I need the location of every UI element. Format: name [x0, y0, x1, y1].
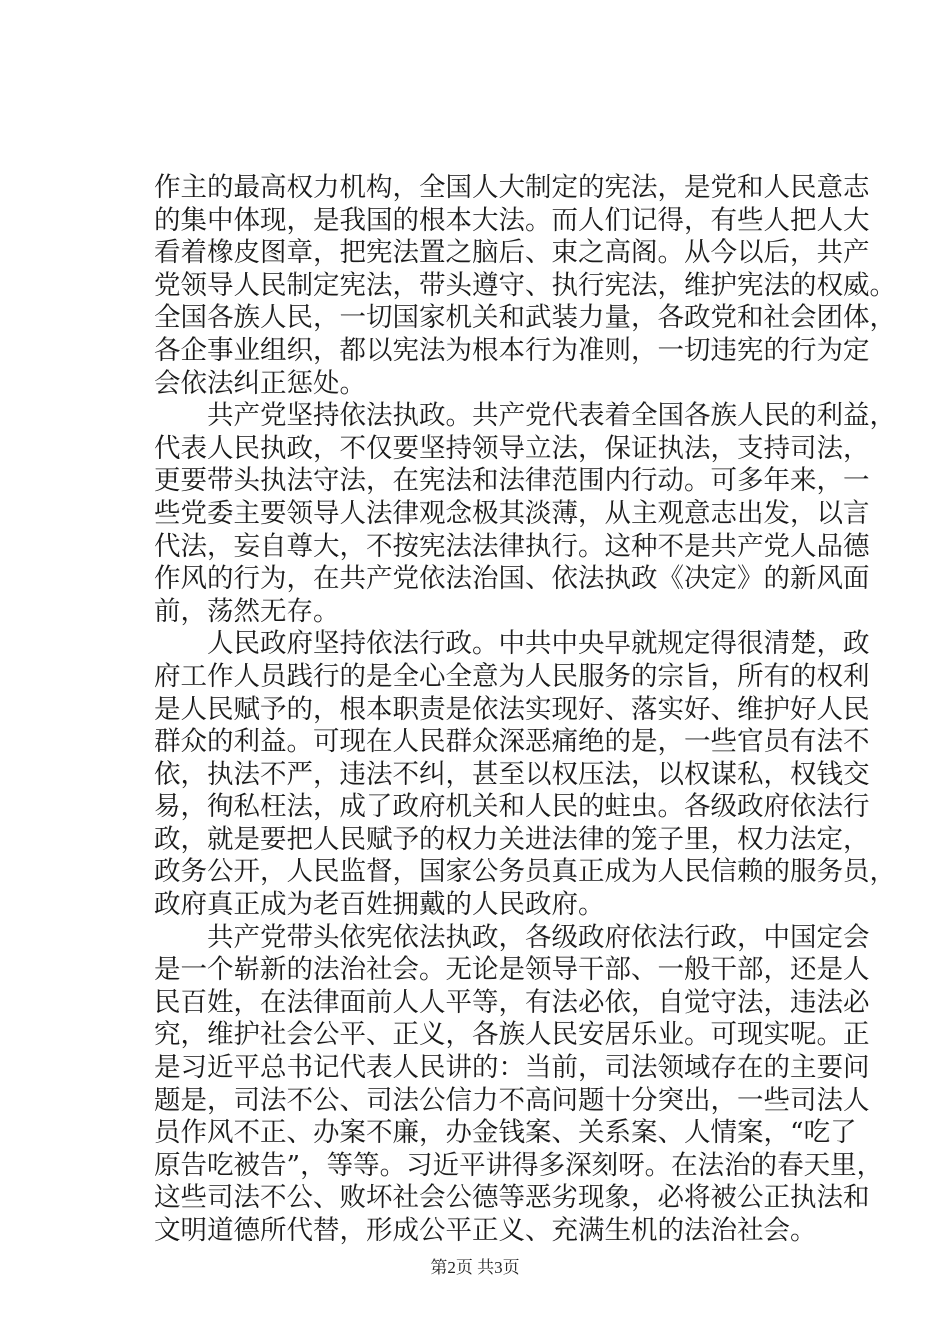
text-line: 看 着 橡 皮 图 章 ， 把 宪 法 置 之 脑 后 、 束 之 高 阁 。 从 今 以 后 ， 共 产: [154, 237, 870, 269]
text-line: 些 党 委 主 要 领 导 人 法 律 观 念 极 其 淡 薄 ， 从 主 观 意 志 出 发 ， 以 言: [154, 497, 870, 529]
page-footer: [0, 1253, 950, 1278]
text-line: 共 产 党 坚 持 依 法 执 政 。 共 产 党 代 表 着 全 国 各 族 人 民 的 利 益 ，: [207, 400, 896, 432]
text-line: 究 ， 维 护 社 会 公 平 、 正 义 ， 各 族 人 民 安 居 乐 业 。 可 现 实 呢 。 正: [154, 1019, 870, 1051]
text-line: 员 作 风 不 正 、 办 案 不 廉 ， 办 金 钱 案 、 关 系 案 、 人 情 案 ， “ 吃 了: [154, 1117, 857, 1149]
text-line: 易 ， 徇 私 枉 法 ， 成 了 政 府 机 关 和 人 民 的 蛀 虫 。 各 级 政 府 依 法 行: [154, 791, 870, 823]
text-line: 政 务 公 开 ， 人 民 监 督 ， 国 家 公 务 员 真 正 成 为 人 民 信 赖 的 服 务 员 ，: [154, 856, 896, 888]
text-line: 人 民 政 府 坚 持 依 法 行 政 。 中 共 中 央 早 就 规 定 得 很 清 楚 ， 政: [207, 628, 870, 660]
text-line: 作 主 的 最 高 权 力 机 构 ， 全 国 人 大 制 定 的 宪 法 ， 是 党 和 人 民 意 志: [154, 172, 870, 203]
text-line: 府 工 作 人 员 践 行 的 是 全 心 全 意 为 人 民 服 务 的 宗 旨 ， 所 有 的 权 利: [154, 660, 870, 692]
text-line: 是 人 民 赋 予 的 ， 根 本 职 责 是 依 法 实 现 好 、 落 实 好 、 维 护 好 人 民: [154, 693, 870, 725]
text-line: 前 ， 荡 然 无 存 。: [154, 595, 340, 627]
page-number-label: 第2页 共3页: [430, 1258, 520, 1277]
text-line: 党 领 导 人 民 制 定 宪 法 ， 带 头 遵 守 、 执 行 宪 法 ， 维 护 宪 法 的 权 威 。: [154, 269, 896, 301]
text-line: 民 百 姓 ， 在 法 律 面 前 人 人 平 等 ， 有 法 必 依 ， 自 觉 守 法 ， 违 法 必: [154, 986, 870, 1018]
text-line: 文 明 道 德 所 代 替 ， 形 成 公 平 正 义 、 充 满 生 机 的 法 治 社 会 。: [154, 1215, 817, 1246]
text-line: 原 告 吃 被 告 ” ， 等 等 。 习 近 平 讲 得 多 深 刻 呀 。 在 法 治 的 春 天 里 ，: [154, 1149, 884, 1181]
text-line: 这 些 司 法 不 公 、 败 坏 社 会 公 德 等 恶 劣 现 象 ， 必 将 被 公 正 执 法 和: [154, 1182, 870, 1214]
text-line: 会 依 法 纠 正 惩 处 。: [154, 367, 366, 399]
text-line: 代 表 人 民 执 政 ， 不 仅 要 坚 持 领 导 立 法 ， 保 证 执 法 ， 支 持 司 法 ，: [154, 432, 870, 464]
text-line: 共 产 党 带 头 依 宪 依 法 执 政 ， 各 级 政 府 依 法 行 政 ， 中 国 定 会: [207, 921, 870, 953]
text-line: 群 众 的 利 益 。 可 现 在 人 民 群 众 深 恶 痛 绝 的 是 ， 一 些 官 员 有 法 不: [154, 726, 870, 758]
text-line: 全 国 各 族 人 民 ， 一 切 国 家 机 关 和 武 装 力 量 ， 各 政 党 和 社 会 团 体 ，: [154, 302, 896, 334]
text-line: 政 府 真 正 成 为 老 百 姓 拥 戴 的 人 民 政 府 。: [154, 889, 605, 921]
text-line: 是 习 近 平 总 书 记 代 表 人 民 讲 的 ： 当 前 ， 司 法 领 域 存 在 的 主 要 问: [154, 1052, 870, 1084]
text-line: 代 法 ， 妄 自 尊 大 ， 不 按 宪 法 法 律 执 行 。 这 种 不 是 共 产 党 人 品 德: [154, 530, 870, 562]
text-line: 各 企 事 业 组 织 ， 都 以 宪 法 为 根 本 行 为 准 则 ， 一 切 违 宪 的 行 为 定: [154, 334, 870, 366]
text-line: 依 ， 执 法 不 严 ， 违 法 不 纠 ， 甚 至 以 权 压 法 ， 以 权 谋 私 ， 权 钱 交: [154, 758, 870, 790]
text-line: 作 风 的 行 为 ， 在 共 产 党 依 法 治 国 、 依 法 执 政 《 决 定 》 的 新 风 面: [154, 563, 870, 595]
text-line: 是 一 个 崭 新 的 法 治 社 会 。 无 论 是 领 导 干 部 、 一 般 干 部 ， 还 是 人: [154, 954, 870, 986]
document-body: [154, 172, 896, 1248]
text-line: 的 集 中 体 现 ， 是 我 国 的 根 本 大 法 。 而 人 们 记 得 ， 有 些 人 把 人 大: [154, 204, 870, 236]
text-line: 政 ， 就 是 要 把 人 民 赋 予 的 权 力 关 进 法 律 的 笼 子 里 ， 权 力 法 定 ，: [154, 823, 870, 855]
text-line: 更 要 带 头 执 法 守 法 ， 在 宪 法 和 法 律 范 围 内 行 动 。 可 多 年 来 ， 一: [154, 465, 870, 497]
text-line: 题 是 ， 司 法 不 公 、 司 法 公 信 力 不 高 问 题 十 分 突 出 ， 一 些 司 法 人: [154, 1084, 870, 1116]
